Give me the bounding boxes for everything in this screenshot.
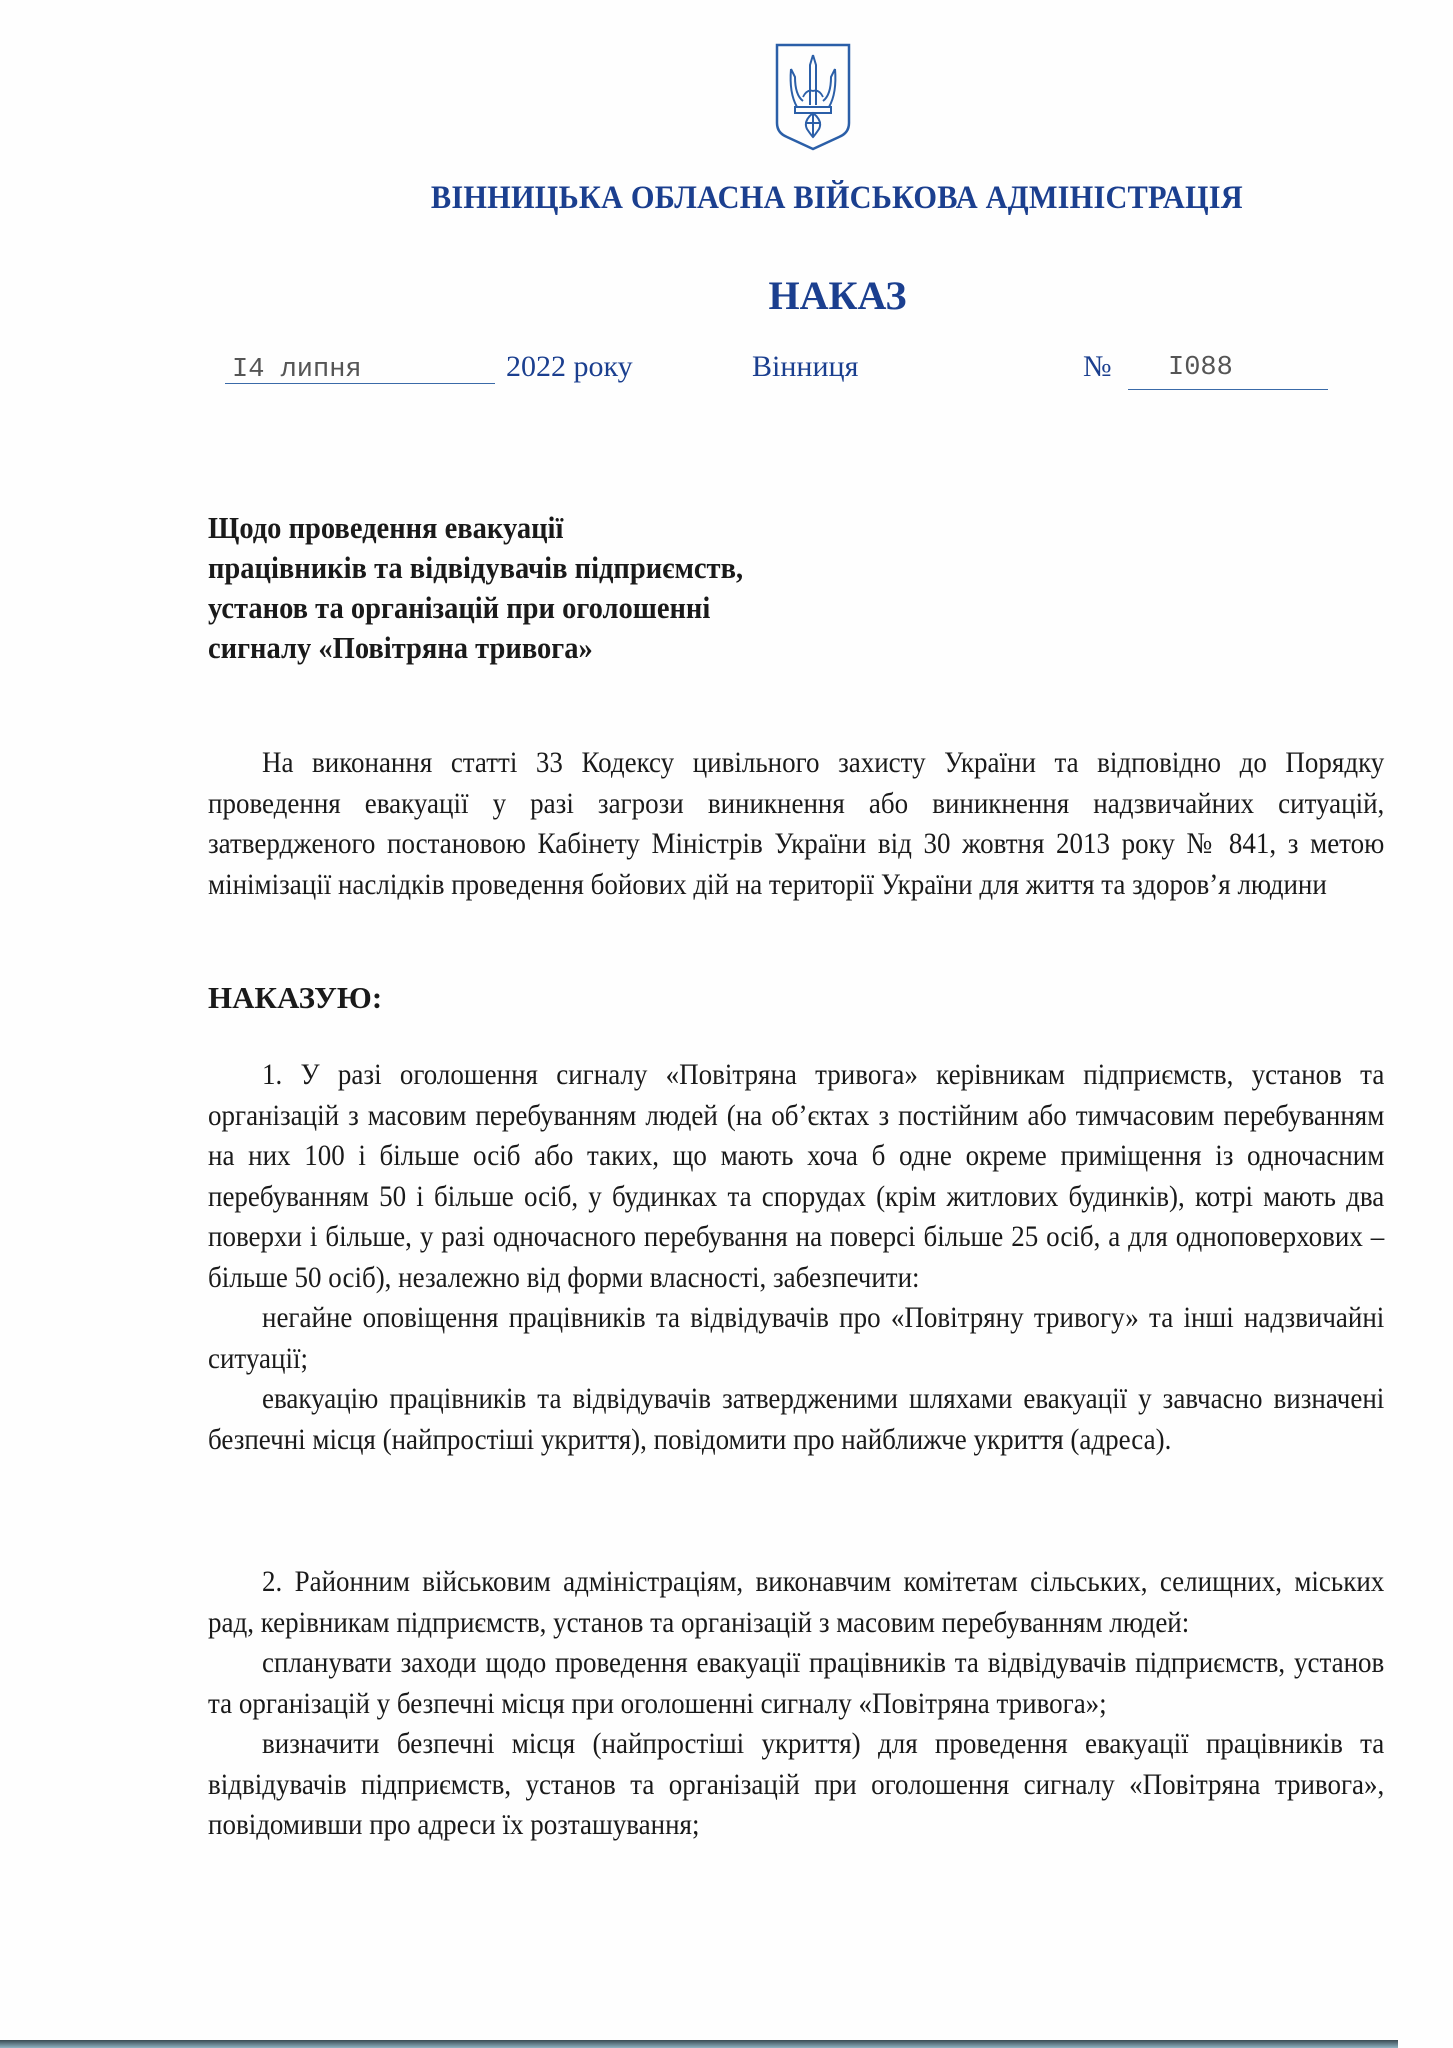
number-field <box>1168 348 1233 393</box>
subject-line: працівників та відвідувачів підприємств, <box>208 550 744 585</box>
item-sub-point: визначити безпечні місця (найпростіші укриття) для проведення евакуації працівників та відвідувачів підприємств, установ та організацій при оголошення сигналу «Повітряна тривога», повідомивши про адреси їх розташування; <box>208 1727 1385 1841</box>
item-main-text: 2. Районним військовим адміністраціям, виконавчим комітетам сільських, селищних, міських рад, керівникам підприємств, установ та організацій з масовим перебуванням людей: <box>208 1565 1385 1639</box>
order-item-2 <box>208 1562 1384 1846</box>
item-sub-point: евакуацію працівників та відвідувачів затвердженими шляхами евакуації у завчасно визначені безпечні місця (найпростіші укриття), повідомити про найближче укриття (адреса). <box>208 1382 1385 1456</box>
date-field <box>232 350 362 395</box>
preamble-paragraph: На виконання статті 33 Кодексу цивільного захисту України та відповідно до Порядку проведення евакуації у разі загрози виникнення або виникнення надзвичайних ситуацій, затвердженого постановою Кабінету Міністрів України від 30 жовтня 2013 року № 841, з метою мінімізації наслідків проведення бойових дій на території України для життя та здоров’я людини <box>208 746 1385 901</box>
date-underline <box>225 383 495 384</box>
order-heading: НАКАЗУЮ: <box>208 980 383 1015</box>
item-sub-point: спланувати заходи щодо проведення евакуації працівників та відвідувачів підприємств, установ та організацій у безпечні місця при оголошенні сигналу «Повітряна тривога»; <box>208 1646 1385 1720</box>
date-value: I4 липня <box>232 355 362 385</box>
document-type: НАКАЗ <box>768 273 907 318</box>
order-item-1 <box>208 1055 1384 1460</box>
number-sign: № <box>1083 350 1112 383</box>
number-underline <box>1128 389 1328 390</box>
item-sub-point: негайне оповіщення працівників та відвідувачів про «Повітряну тривогу» та інші надзвичайні ситуації; <box>208 1301 1385 1375</box>
city-label: Вінниця <box>752 350 859 383</box>
scan-bottom-edge <box>0 2040 1398 2048</box>
subject-line: сигналу «Повітряна тривога» <box>208 630 593 665</box>
order-subject <box>208 508 743 668</box>
item-main-text: 1. У разі оголошення сигналу «Повітряна тривога» керівникам підприємств, установ та організацій з масовим перебуванням людей (на об’єктах з постійним або тимчасовим перебуванням на них 100 і більше осіб або таких, що мають хоча б одне окреме приміщення із одночасним перебуванням 50 і більше осіб, у будинках та спорудах (крім житлових будинків), котрі мають два поверхи і більше, у разі одночасного перебування на поверсі більше 25 осіб, а для одноповерхових – більше 50 осіб), незалежно від форми власності, забезпечити: <box>208 1058 1385 1294</box>
subject-line: Щодо проведення евакуації <box>208 510 564 545</box>
subject-line: установ та організацій при оголошенні <box>208 590 711 625</box>
year-label: 2022 року <box>506 350 633 383</box>
coat-of-arms-icon <box>773 41 853 153</box>
organization-name: ВІННИЦЬКА ОБЛАСНА ВІЙСЬКОВА АДМІНІСТРАЦІЯ <box>430 180 1243 216</box>
preamble-block <box>208 743 1384 905</box>
number-value: I088 <box>1168 353 1233 383</box>
